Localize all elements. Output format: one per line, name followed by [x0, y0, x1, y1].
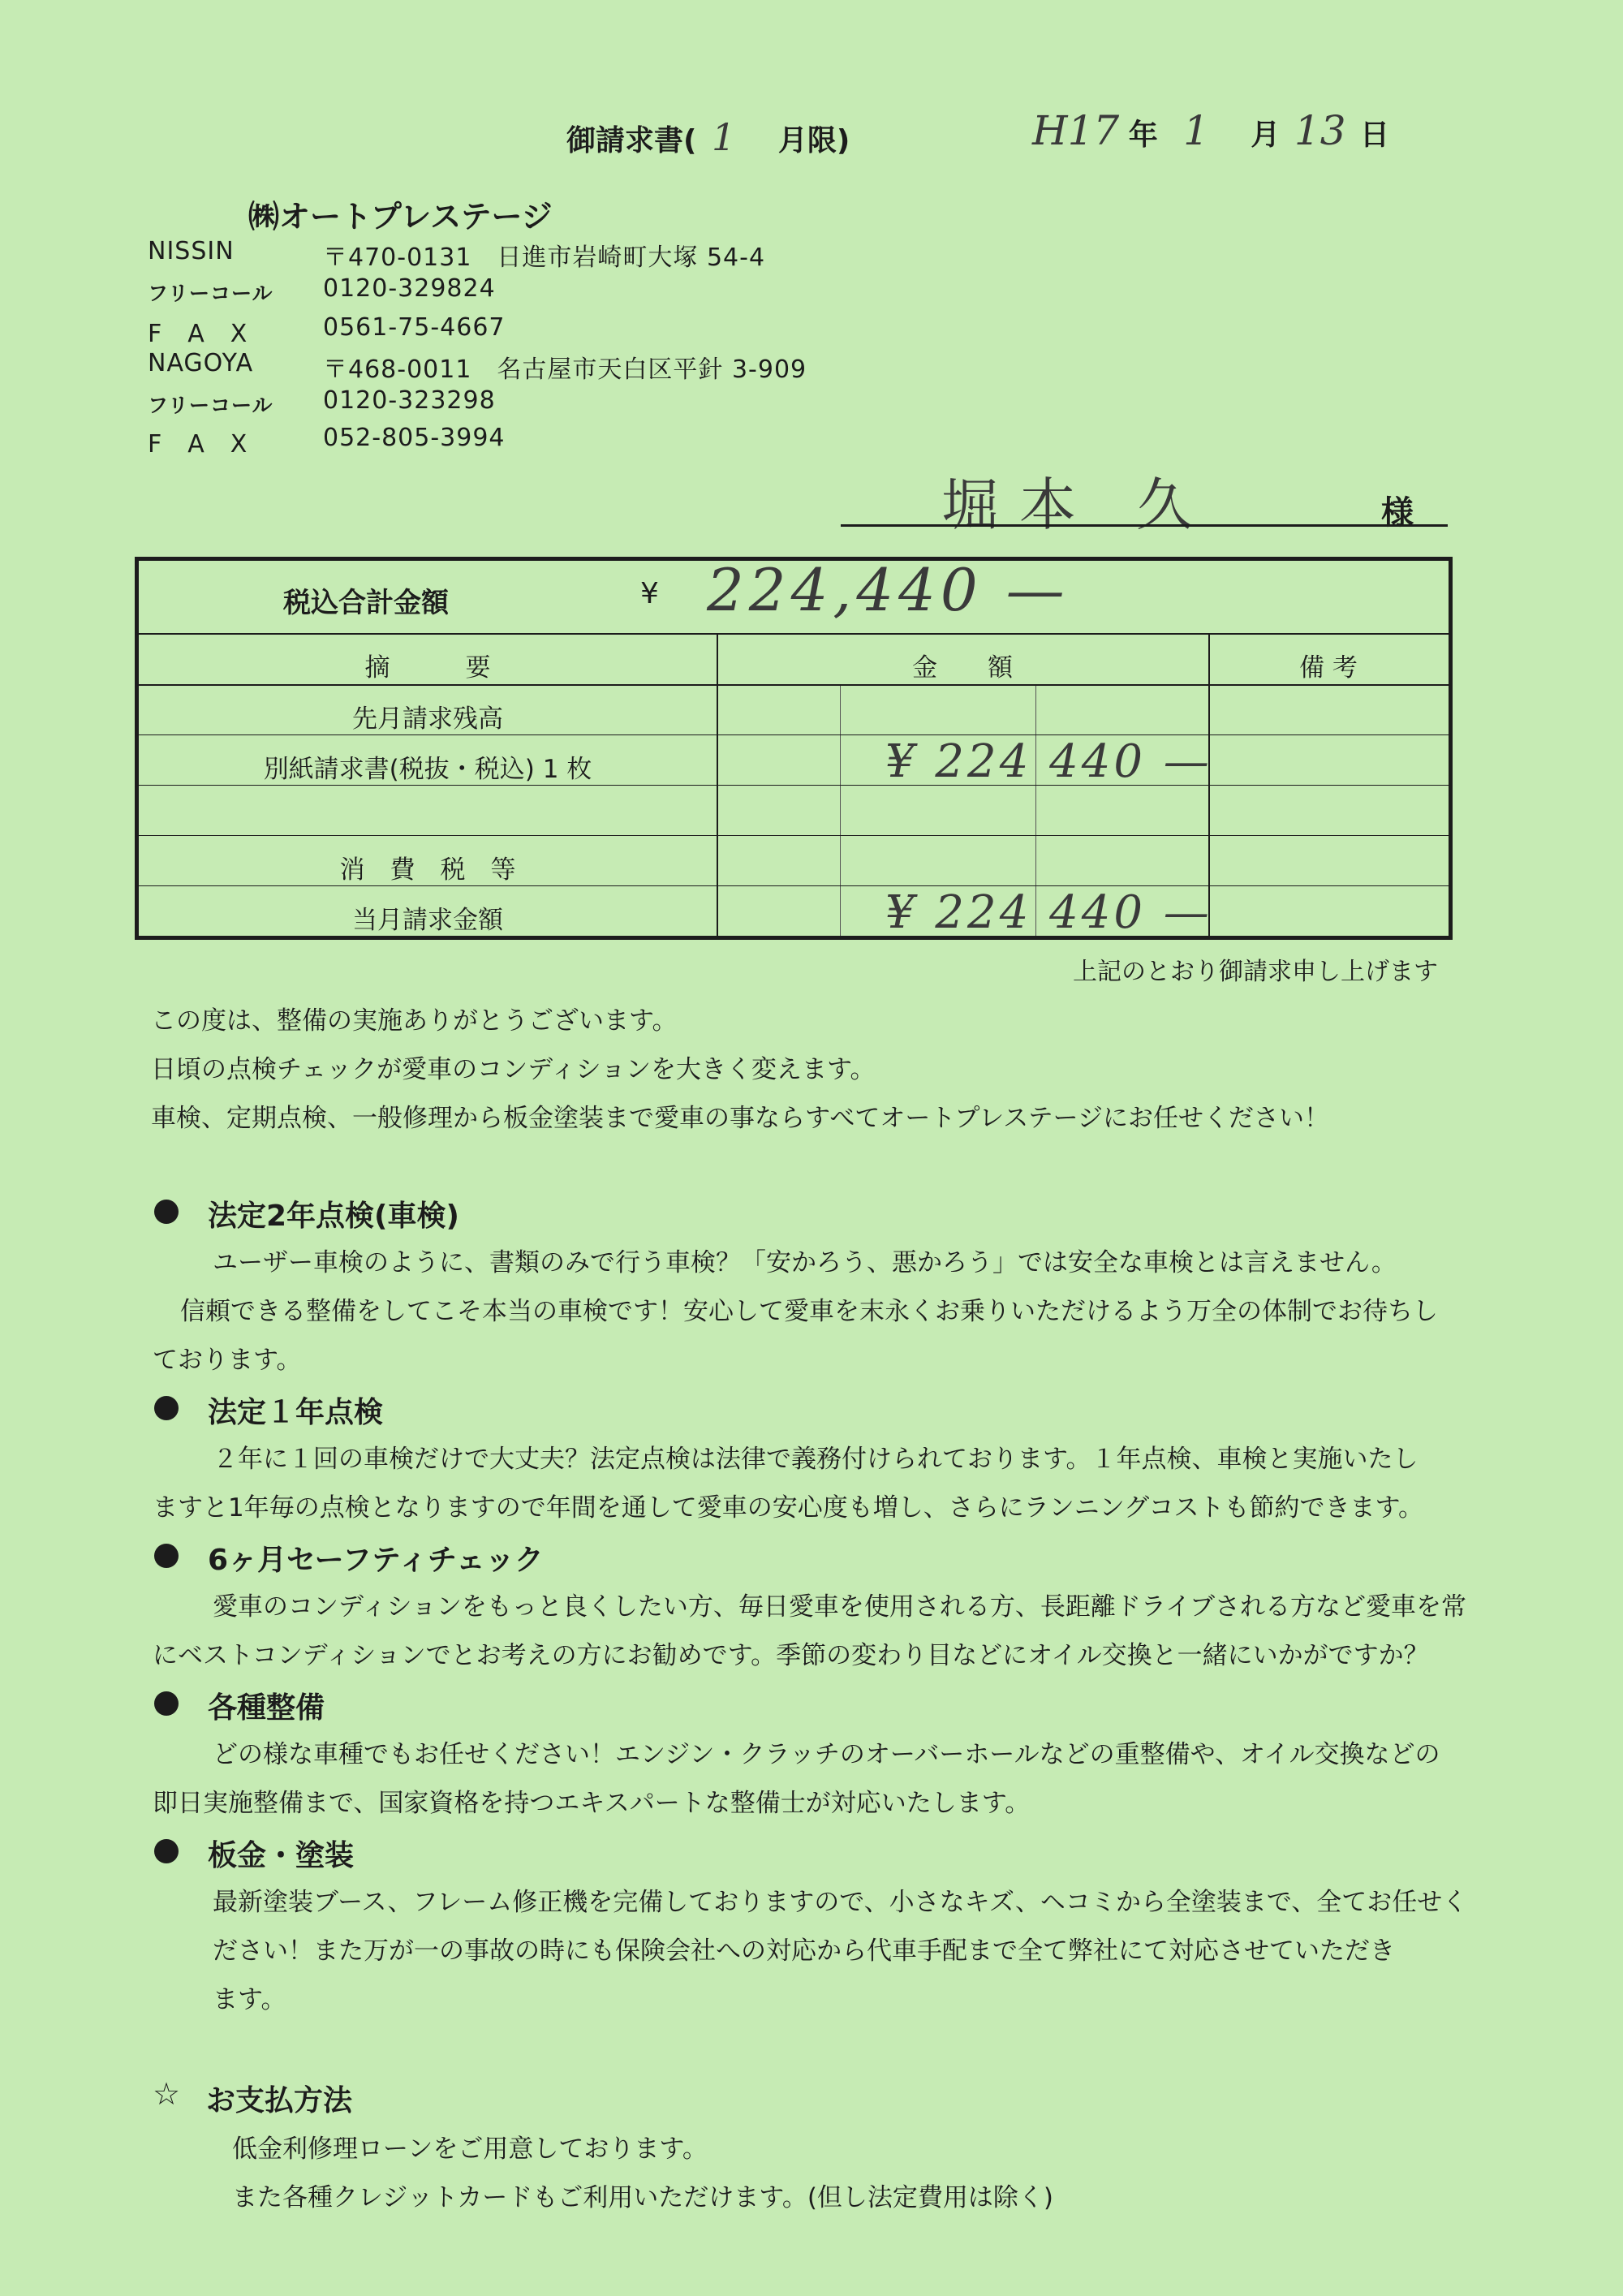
section-line: ださい！また万が一の事故の時にも保険会社への対応から代車手配まで全て弊社にて対応させていただき [213, 1936, 1395, 1966]
title-suffix: 月限) [777, 124, 850, 157]
section-line: どの様な車種でもお任せください！エンジン・クラッチのオーバーホールなどの重整備や、オイル交換などの [213, 1740, 1440, 1769]
bullet-icon [154, 1544, 179, 1568]
intro-line: 日頃の点検チェックが愛車のコンディションを大きく変えます。 [151, 1055, 876, 1084]
company-row-label: フリーコール [148, 394, 273, 417]
payment-line: 低金利修理ローンをご用意しております。 [232, 2134, 708, 2164]
company-row-value: 0120-323298 [323, 386, 496, 415]
section-line: にベストコンディションでとお考えの方にお勧めです。季節の変わり目などにオイル交換と一緒にいかがですか？ [153, 1641, 1429, 1670]
section-line: ます。 [213, 1985, 286, 2014]
month-label: 月 [1251, 118, 1281, 152]
table-footer-note: 上記のとおり御請求申し上げます [1073, 958, 1438, 986]
table-line [139, 684, 1449, 686]
company-row-value: 0120-329824 [323, 274, 496, 303]
header-amount: 金 額 [912, 653, 1013, 683]
table-line [139, 785, 1449, 786]
header-summary: 摘 要 [364, 653, 491, 683]
section-line: 愛車のコンディションをもっと良くしたい方、毎日愛車を使用される方、長距離ドライブされる方など愛車を常 [213, 1592, 1467, 1622]
table-row-label: 別紙請求書(税抜・税込) 1 枚 [263, 755, 592, 784]
table-row-label: 先月請求残高 [352, 704, 503, 734]
company-row-value: 052-805-3994 [323, 424, 506, 452]
header-remarks: 備 考 [1299, 653, 1358, 683]
date-month: 1 [1183, 107, 1209, 154]
section-line: 信頼できる整備をしてこそ本当の車検です！安心して愛車を末永くお乗りいただけるよう万全の体制でお待ちし [180, 1297, 1438, 1326]
table-line [139, 633, 1449, 635]
invoice-date [1032, 107, 1389, 154]
month-limit-handwritten: 1 [712, 115, 736, 159]
section-title: 法定2年点検(車検) [208, 1200, 459, 1233]
company-row-value: 0561-75-4667 [323, 313, 506, 342]
table-line [840, 686, 841, 936]
bullet-icon [154, 1200, 179, 1224]
title-prefix: 御請求書( [566, 124, 697, 157]
date-era-year: H17 [1032, 107, 1120, 154]
company-row-label: フリーコール [148, 282, 273, 305]
total-amount-handwritten: 224,440 — [707, 556, 1070, 624]
year-label: 年 [1128, 118, 1158, 152]
section-line: ユーザー車検のように、書類のみで行う車検？「安かろう、悪かろう」では安全な車検とは言えません。 [213, 1248, 1397, 1277]
payment-title: お支払方法 [206, 2084, 353, 2117]
section-line: 最新塗装ブース、フレーム修正機を完備しておりますので、小さなキズ、ヘコミから全塗装まで、全てお任せく [213, 1888, 1468, 1917]
total-label: 税込合計金額 [283, 587, 449, 619]
company-row-label: F A X [148, 320, 248, 348]
bullet-icon [154, 1691, 179, 1716]
section-title: 6ヶ月セーフティチェック [208, 1544, 544, 1577]
intro-line: この度は、整備の実施ありがとうございます。 [151, 1006, 678, 1036]
bullet-icon [154, 1839, 179, 1863]
table-line [139, 734, 1449, 735]
section-line: ております。 [153, 1346, 302, 1375]
bullet-icon [154, 1396, 179, 1420]
day-label: 日 [1359, 118, 1389, 152]
section-title: 法定１年点検 [208, 1396, 384, 1429]
recipient-honorific: 様 [1381, 494, 1414, 532]
table-line [139, 835, 1449, 836]
recipient-underline [841, 524, 1448, 527]
company-name: ㈱オートプレステージ [248, 199, 553, 235]
section-line: ２年に１回の車検だけで大丈夫？法定点検は法律で義務付けられております。１年点検、車検と実施いたし [213, 1445, 1419, 1474]
company-row-label: NISSIN [148, 237, 235, 265]
payment-line: また各種クレジットカードもご利用いただけます。(但し法定費用は除く) [232, 2183, 1053, 2212]
intro-line: 車検、定期点検、一般修理から板金塗装まで愛車の事ならすべてオートプレステージにお任せください！ [151, 1104, 1330, 1133]
section-title: 各種整備 [208, 1691, 325, 1725]
recipient-name-handwritten: 堀本 久 [941, 472, 1215, 538]
section-line: 即日実施整備まで、国家資格を持つエキスパートな整備士が対応いたします。 [153, 1789, 1031, 1818]
section-title: 板金・塗装 [208, 1839, 355, 1872]
invoice-title [566, 115, 850, 159]
company-row-value: 〒468-0011 名古屋市天白区平針 3-909 [323, 355, 807, 384]
company-row-label: F A X [148, 430, 248, 459]
company-row-label: NAGOYA [148, 349, 254, 377]
table-row-label: 当月請求金額 [352, 906, 503, 935]
company-row-value: 〒470-0131 日進市岩崎町大塚 54-4 [323, 243, 766, 272]
table-row-amount-handwritten: ¥ 224 440 — [885, 886, 1212, 939]
invoice-table [135, 557, 1453, 940]
table-row-label: 消 費 税 等 [339, 855, 516, 885]
star-icon: ☆ [153, 2076, 181, 2112]
section-line: ますと1年毎の点検となりますので年間を通して愛車の安心度も増し、さらにランニングコストも節約できます。 [153, 1493, 1423, 1523]
table-row-amount-handwritten: ¥ 224 440 — [885, 735, 1212, 788]
date-day: 13 [1294, 107, 1346, 154]
yen-mark: ¥ [640, 577, 659, 610]
table-line [139, 885, 1449, 886]
